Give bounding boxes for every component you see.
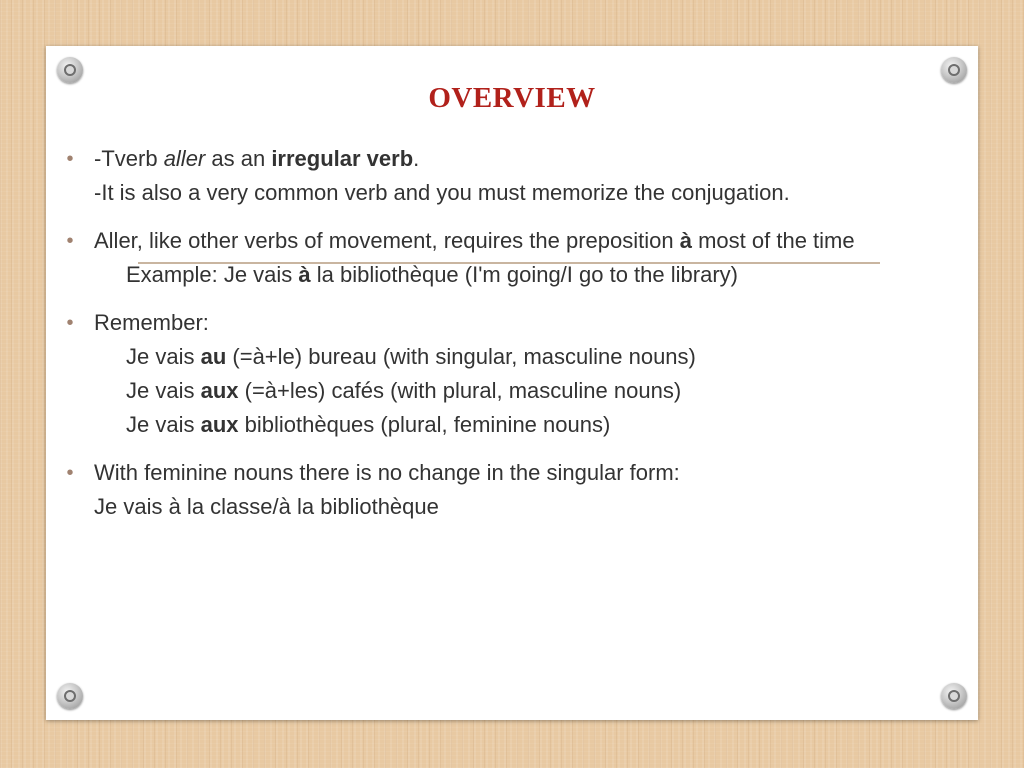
rivet-icon bbox=[941, 57, 967, 83]
bullet-line: Aller, like other verbs of movement, requires the preposition à most of the time bbox=[94, 228, 855, 253]
slide-title: OVERVIEW bbox=[428, 82, 596, 114]
example-line: Je vais aux bibliothèques (plural, feminine nouns) bbox=[126, 412, 611, 437]
bullet-icon: • bbox=[66, 148, 74, 170]
rivet-icon bbox=[57, 683, 83, 709]
bullet-heading: Remember: bbox=[94, 310, 209, 335]
bullet-item-feminine-nouns bbox=[60, 456, 958, 524]
bullet-item-remember bbox=[60, 306, 958, 442]
bullet-line: With feminine nouns there is no change in the singular form: bbox=[94, 460, 680, 485]
bullet-item-preposition bbox=[60, 224, 958, 292]
slide-card bbox=[46, 46, 978, 720]
rivet-icon bbox=[941, 683, 967, 709]
bullet-line: -It is also a very common verb and you must memorize the conjugation. bbox=[94, 180, 790, 205]
example-line: Je vais aux (=à+les) cafés (with plural, masculine nouns) bbox=[126, 378, 682, 403]
example-line: Je vais au (=à+le) bureau (with singular, masculine nouns) bbox=[126, 344, 696, 369]
bullet-line: Je vais à la classe/à la bibliothèque bbox=[94, 494, 439, 519]
rivet-icon bbox=[57, 57, 83, 83]
bullet-icon: • bbox=[66, 462, 74, 484]
slide-content bbox=[60, 142, 958, 538]
bullet-line: -Tverb aller as an irregular verb. bbox=[94, 146, 420, 171]
bullet-icon: • bbox=[66, 230, 74, 252]
bullet-item-irregular-verb bbox=[60, 142, 958, 210]
bullet-icon: • bbox=[66, 312, 74, 334]
example-line: Example: Je vais à la bibliothèque (I'm going/I go to the library) bbox=[126, 262, 738, 287]
